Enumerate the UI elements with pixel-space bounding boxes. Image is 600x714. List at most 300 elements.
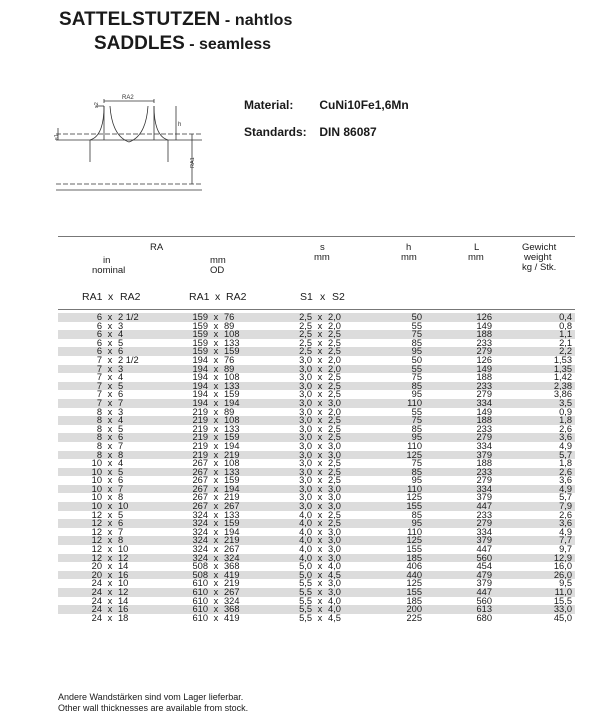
cell-ra2-mm: 108 — [224, 372, 240, 383]
table-row — [58, 476, 575, 485]
cell-x-in: x — [107, 569, 113, 580]
cell-ra2-in: 3 — [118, 363, 124, 374]
cell-x-mm: x — [213, 406, 219, 417]
cell-ra1-mm: 219 — [192, 449, 208, 460]
cell-x-s: x — [317, 312, 323, 322]
cell-s1: 5,5 — [299, 612, 312, 623]
cell-x-in: x — [107, 320, 113, 331]
cell-s2: 3,0 — [328, 526, 341, 537]
cell-ra2-mm: 133 — [224, 509, 240, 520]
cell-ra2-mm: 89 — [224, 406, 235, 417]
cell-weight: 1,8 — [559, 415, 572, 426]
cell-s2: 3,0 — [328, 552, 341, 563]
cell-l: 560 — [476, 595, 492, 606]
cell-s2: 3,0 — [328, 449, 341, 460]
cell-x-in: x — [107, 346, 113, 357]
cell-x-s: x — [317, 423, 323, 434]
cell-x-in: x — [107, 312, 113, 322]
cell-ra1-in: 10 — [91, 483, 102, 494]
table-header-rule — [58, 309, 575, 310]
cell-x-s: x — [317, 544, 323, 555]
cell-s2: 2,5 — [328, 509, 341, 520]
cell-ra1-in: 12 — [91, 535, 102, 546]
cell-h: 85 — [411, 337, 422, 348]
cell-s2: 3,0 — [328, 535, 341, 546]
cell-weight: 9,5 — [559, 578, 572, 589]
cell-ra2-in: 4 — [118, 415, 124, 426]
cell-weight: 2,2 — [559, 346, 572, 357]
cell-x-in: x — [107, 458, 113, 469]
table-row — [58, 365, 575, 374]
cell-x-s: x — [317, 337, 323, 348]
cell-ra2-mm: 194 — [224, 440, 240, 451]
cell-ra1-mm: 159 — [192, 337, 208, 348]
cell-s1: 4,0 — [299, 544, 312, 555]
table-row — [58, 373, 575, 382]
header-h: h — [406, 242, 412, 253]
cell-s1: 3,0 — [299, 440, 312, 451]
cell-weight: 1,53 — [553, 354, 572, 365]
cell-l: 379 — [476, 449, 492, 460]
cell-ra1-in: 6 — [96, 346, 102, 357]
header-od: OD — [210, 265, 225, 276]
cell-l: 188 — [476, 458, 492, 469]
drawing-label-h: h — [178, 122, 182, 128]
cell-ra2-mm: 159 — [224, 432, 240, 443]
cell-x-mm: x — [213, 535, 219, 546]
cell-ra1-mm: 324 — [192, 535, 208, 546]
cell-ra2-mm: 194 — [224, 397, 240, 408]
cell-ra2-in: 5 — [118, 380, 124, 391]
cell-s1: 2,5 — [299, 346, 312, 357]
cell-weight: 15,5 — [553, 595, 572, 606]
cell-weight: 2,6 — [559, 509, 572, 520]
cell-ra2-in: 7 — [118, 440, 124, 451]
cell-l: 479 — [476, 569, 492, 580]
cell-s1: 3,0 — [299, 458, 312, 469]
cell-l: 126 — [476, 312, 492, 322]
cell-h: 95 — [411, 432, 422, 443]
saddle-technical-drawing — [52, 92, 202, 192]
cell-x-s: x — [317, 363, 323, 374]
cell-ra2-in: 10 — [118, 578, 129, 589]
cell-s2: 4,0 — [328, 561, 341, 572]
cell-s1: 3,0 — [299, 449, 312, 460]
cell-h: 50 — [411, 354, 422, 365]
cell-s2: 3,0 — [328, 544, 341, 555]
cell-l: 447 — [476, 587, 492, 597]
cell-x-s: x — [317, 458, 323, 469]
cell-ra2-mm: 76 — [224, 354, 235, 365]
cell-s1: 5,5 — [299, 587, 312, 597]
cell-ra2-mm: 108 — [224, 329, 240, 340]
cell-s2: 2,0 — [328, 312, 341, 322]
cell-weight: 3,5 — [559, 397, 572, 408]
cell-x-mm: x — [213, 380, 219, 391]
cell-weight: 3,86 — [553, 389, 572, 400]
cell-s1: 3,0 — [299, 354, 312, 365]
cell-x-mm: x — [213, 552, 219, 563]
cell-s1: 3,0 — [299, 415, 312, 426]
cell-ra2-in: 3 — [118, 320, 124, 331]
cell-s1: 3,0 — [299, 432, 312, 443]
cell-s1: 2,5 — [299, 320, 312, 331]
cell-s2: 3,0 — [328, 587, 341, 597]
header-s1: S1 — [300, 291, 313, 303]
cell-ra2-in: 6 — [118, 389, 124, 400]
cell-ra1-mm: 610 — [192, 612, 208, 623]
cell-x-mm: x — [213, 475, 219, 486]
cell-ra2-mm: 219 — [224, 535, 240, 546]
cell-h: 95 — [411, 389, 422, 400]
cell-h: 155 — [406, 501, 422, 512]
cell-ra2-mm: 89 — [224, 363, 235, 374]
cell-s2: 4,0 — [328, 595, 341, 606]
header-x-in: x — [108, 291, 114, 303]
cell-x-in: x — [107, 492, 113, 503]
cell-x-mm: x — [213, 440, 219, 451]
cell-l: 279 — [476, 346, 492, 357]
cell-x-s: x — [317, 346, 323, 357]
cell-ra2-in: 6 — [118, 475, 124, 486]
cell-ra2-in: 2 1/2 — [118, 312, 139, 322]
cell-x-s: x — [317, 415, 323, 426]
cell-x-in: x — [107, 544, 113, 555]
cell-ra2-in: 6 — [118, 432, 124, 443]
cell-ra2-mm: 419 — [224, 569, 240, 580]
table-row — [58, 562, 575, 571]
cell-weight: 3,6 — [559, 475, 572, 486]
cell-x-mm: x — [213, 337, 219, 348]
drawing-label-s1: s1 — [54, 134, 60, 140]
table-row — [58, 468, 575, 477]
cell-x-s: x — [317, 612, 323, 623]
cell-l: 188 — [476, 329, 492, 340]
cell-x-mm: x — [213, 561, 219, 572]
cell-ra2-in: 5 — [118, 509, 124, 520]
table-row — [58, 511, 575, 520]
cell-ra1-mm: 159 — [192, 329, 208, 340]
cell-l: 279 — [476, 432, 492, 443]
cell-ra2-mm: 267 — [224, 544, 240, 555]
cell-ra2-in: 2 1/2 — [118, 354, 139, 365]
cell-x-s: x — [317, 569, 323, 580]
cell-ra2-mm: 133 — [224, 423, 240, 434]
header-weight-de: Gewicht — [522, 242, 557, 253]
cell-s2: 2,5 — [328, 415, 341, 426]
cell-weight: 5,7 — [559, 449, 572, 460]
table-row — [58, 425, 575, 434]
cell-ra1-in: 6 — [96, 337, 102, 348]
cell-x-mm: x — [213, 587, 219, 597]
cell-ra2-mm: 133 — [224, 466, 240, 477]
header-mm: mm — [210, 255, 226, 266]
table-row — [58, 502, 575, 511]
cell-ra1-in: 12 — [91, 518, 102, 529]
cell-h: 125 — [406, 578, 422, 589]
header-ra2-in: RA2 — [120, 291, 141, 303]
cell-h: 75 — [411, 372, 422, 383]
cell-x-s: x — [317, 509, 323, 520]
cell-ra1-in: 8 — [96, 415, 102, 426]
material-spec — [244, 98, 409, 112]
cell-x-in: x — [107, 561, 113, 572]
cell-ra1-mm: 219 — [192, 440, 208, 451]
table-body — [58, 313, 575, 622]
cell-ra1-mm: 267 — [192, 475, 208, 486]
cell-x-in: x — [107, 354, 113, 365]
standards-label: Standards: — [244, 125, 307, 139]
cell-ra1-in: 10 — [91, 501, 102, 512]
cell-l: 560 — [476, 552, 492, 563]
header-l-unit: mm — [468, 252, 484, 263]
cell-s1: 3,0 — [299, 492, 312, 503]
cell-l: 279 — [476, 389, 492, 400]
header-h-unit: mm — [401, 252, 417, 263]
cell-x-in: x — [107, 406, 113, 417]
cell-x-mm: x — [213, 466, 219, 477]
cell-s2: 3,0 — [328, 483, 341, 494]
footnote-de: Andere Wandstärken sind vom Lager lieferbar. — [58, 692, 244, 702]
cell-l: 126 — [476, 354, 492, 365]
cell-l: 233 — [476, 380, 492, 391]
cell-x-s: x — [317, 389, 323, 400]
table-row — [58, 554, 575, 563]
cell-x-mm: x — [213, 604, 219, 615]
cell-h: 155 — [406, 544, 422, 555]
cell-ra1-in: 24 — [91, 578, 102, 589]
cell-weight: 2,6 — [559, 466, 572, 477]
cell-weight: 2,38 — [553, 380, 572, 391]
table-row — [58, 545, 575, 554]
cell-ra2-in: 8 — [118, 535, 124, 546]
cell-s2: 3,0 — [328, 492, 341, 503]
cell-l: 334 — [476, 397, 492, 408]
cell-l: 279 — [476, 518, 492, 529]
cell-ra1-in: 12 — [91, 544, 102, 555]
cell-h: 55 — [411, 320, 422, 331]
cell-s2: 2,5 — [328, 337, 341, 348]
cell-ra2-mm: 219 — [224, 492, 240, 503]
cell-ra1-mm: 194 — [192, 363, 208, 374]
cell-ra2-mm: 89 — [224, 320, 235, 331]
header-ra1-in: RA1 — [82, 291, 103, 303]
cell-ra2-in: 5 — [118, 337, 124, 348]
footnote-en: Other wall thicknesses are available from stock. — [58, 703, 249, 713]
cell-h: 110 — [407, 526, 422, 537]
cell-x-mm: x — [213, 449, 219, 460]
cell-ra1-in: 8 — [96, 432, 102, 443]
cell-x-s: x — [317, 483, 323, 494]
cell-l: 334 — [476, 440, 492, 451]
cell-s2: 2,5 — [328, 389, 341, 400]
cell-h: 95 — [411, 518, 422, 529]
cell-x-in: x — [107, 518, 113, 529]
cell-l: 149 — [476, 363, 492, 374]
page-title-en — [94, 33, 271, 55]
cell-ra1-mm: 159 — [192, 346, 208, 357]
cell-ra1-in: 12 — [91, 526, 102, 537]
table-row — [58, 322, 575, 331]
cell-ra2-mm: 133 — [224, 380, 240, 391]
cell-x-s: x — [317, 406, 323, 417]
cell-h: 406 — [406, 561, 422, 572]
cell-weight: 1,8 — [559, 458, 572, 469]
table-row — [58, 485, 575, 494]
cell-x-mm: x — [213, 389, 219, 400]
cell-ra2-in: 7 — [118, 397, 124, 408]
cell-weight: 45,0 — [553, 612, 572, 623]
cell-weight: 3,6 — [559, 432, 572, 443]
cell-s2: 2,5 — [328, 372, 341, 383]
cell-l: 188 — [476, 415, 492, 426]
cell-x-in: x — [107, 372, 113, 383]
cell-ra1-mm: 267 — [192, 483, 208, 494]
cell-ra1-mm: 219 — [192, 406, 208, 417]
cell-ra2-mm: 219 — [224, 578, 240, 589]
cell-s2: 3,0 — [328, 578, 341, 589]
table-row — [58, 519, 575, 528]
header-ra1-mm: RA1 — [189, 291, 210, 303]
table-row — [58, 399, 575, 408]
cell-x-in: x — [107, 432, 113, 443]
drawing-label-s2: s2 — [94, 102, 100, 108]
cell-ra2-in: 16 — [118, 604, 129, 615]
cell-ra1-mm: 610 — [192, 604, 208, 615]
cell-weight: 2,1 — [559, 337, 572, 348]
cell-s2: 2,5 — [328, 466, 341, 477]
cell-x-in: x — [107, 423, 113, 434]
header-s: s — [320, 242, 325, 253]
cell-weight: 11,0 — [554, 587, 572, 597]
cell-s1: 5,5 — [299, 595, 312, 606]
cell-ra1-in: 20 — [91, 561, 102, 572]
table-top-rule — [58, 236, 575, 237]
title-en-main: SADDLES — [94, 33, 185, 54]
header-s2: S2 — [332, 291, 345, 303]
cell-ra1-mm: 267 — [192, 501, 208, 512]
cell-ra2-mm: 159 — [224, 475, 240, 486]
header-ra: RA — [150, 242, 164, 253]
cell-l: 379 — [476, 535, 492, 546]
cell-x-mm: x — [213, 363, 219, 374]
cell-x-s: x — [317, 449, 323, 460]
cell-ra2-mm: 133 — [224, 337, 240, 348]
cell-s2: 4,0 — [328, 604, 341, 615]
cell-x-in: x — [107, 552, 113, 563]
table-row — [58, 605, 575, 614]
cell-ra1-in: 20 — [91, 569, 102, 580]
cell-ra2-mm: 267 — [224, 501, 240, 512]
cell-ra1-mm: 194 — [192, 354, 208, 365]
cell-weight: 1,35 — [553, 363, 572, 374]
material-label: Material: — [244, 98, 294, 112]
cell-x-s: x — [317, 526, 323, 537]
cell-ra2-in: 7 — [118, 526, 124, 537]
cell-x-mm: x — [213, 372, 219, 383]
cell-s1: 2,5 — [299, 329, 312, 340]
header-x-mm: x — [215, 291, 221, 303]
cell-ra1-mm: 324 — [192, 552, 208, 563]
cell-x-in: x — [107, 440, 113, 451]
cell-ra1-in: 8 — [96, 449, 102, 460]
cell-s1: 4,0 — [299, 535, 312, 546]
cell-ra2-in: 12 — [118, 552, 129, 563]
cell-ra2-in: 16 — [118, 569, 129, 580]
cell-l: 233 — [476, 509, 492, 520]
cell-ra1-mm: 610 — [192, 587, 208, 597]
cell-s1: 2,5 — [299, 312, 312, 322]
cell-x-in: x — [107, 337, 113, 348]
cell-ra1-in: 7 — [96, 354, 102, 365]
cell-x-in: x — [107, 526, 113, 537]
cell-ra1-in: 10 — [91, 458, 102, 469]
cell-x-mm: x — [213, 320, 219, 331]
cell-ra2-in: 14 — [118, 561, 129, 572]
cell-s1: 5,5 — [299, 604, 312, 615]
cell-h: 225 — [406, 612, 422, 623]
cell-ra1-in: 10 — [91, 492, 102, 503]
cell-x-mm: x — [213, 312, 219, 322]
cell-s1: 3,0 — [299, 501, 312, 512]
cell-x-s: x — [317, 440, 323, 451]
cell-h: 110 — [407, 397, 422, 408]
cell-x-s: x — [317, 535, 323, 546]
cell-x-in: x — [107, 595, 113, 606]
cell-h: 185 — [406, 595, 422, 606]
cell-l: 379 — [476, 578, 492, 589]
cell-x-mm: x — [213, 518, 219, 529]
cell-s1: 3,0 — [299, 363, 312, 374]
cell-h: 125 — [406, 535, 422, 546]
table-row — [58, 459, 575, 468]
cell-weight: 9,7 — [559, 544, 572, 555]
header-weight-en: weight — [524, 252, 552, 263]
cell-x-in: x — [107, 449, 113, 460]
cell-weight: 12,9 — [553, 552, 572, 563]
cell-s1: 3,0 — [299, 372, 312, 383]
cell-s1: 5,5 — [299, 578, 312, 589]
cell-s2: 2,5 — [328, 346, 341, 357]
page-title-de — [59, 9, 293, 31]
cell-h: 440 — [406, 569, 422, 580]
cell-x-in: x — [107, 380, 113, 391]
cell-weight: 0,4 — [559, 312, 572, 322]
cell-s1: 5,0 — [299, 561, 312, 572]
table-row — [58, 416, 575, 425]
cell-ra1-mm: 194 — [192, 380, 208, 391]
cell-s2: 4,5 — [328, 569, 341, 580]
cell-s2: 2,5 — [328, 329, 341, 340]
cell-ra2-in: 5 — [118, 423, 124, 434]
cell-ra1-in: 10 — [91, 475, 102, 486]
cell-x-mm: x — [213, 526, 219, 537]
cell-ra1-mm: 194 — [192, 372, 208, 383]
table-row — [58, 339, 575, 348]
cell-ra2-in: 4 — [118, 458, 124, 469]
cell-x-in: x — [107, 389, 113, 400]
cell-x-s: x — [317, 329, 323, 340]
cell-ra2-in: 12 — [118, 587, 129, 597]
cell-ra2-mm: 76 — [224, 312, 235, 322]
table-row — [58, 588, 575, 597]
header-in: in — [103, 255, 111, 266]
cell-l: 379 — [476, 492, 492, 503]
cell-h: 110 — [407, 483, 422, 494]
cell-l: 149 — [476, 320, 492, 331]
cell-weight: 7,9 — [559, 501, 572, 512]
cell-x-in: x — [107, 329, 113, 340]
